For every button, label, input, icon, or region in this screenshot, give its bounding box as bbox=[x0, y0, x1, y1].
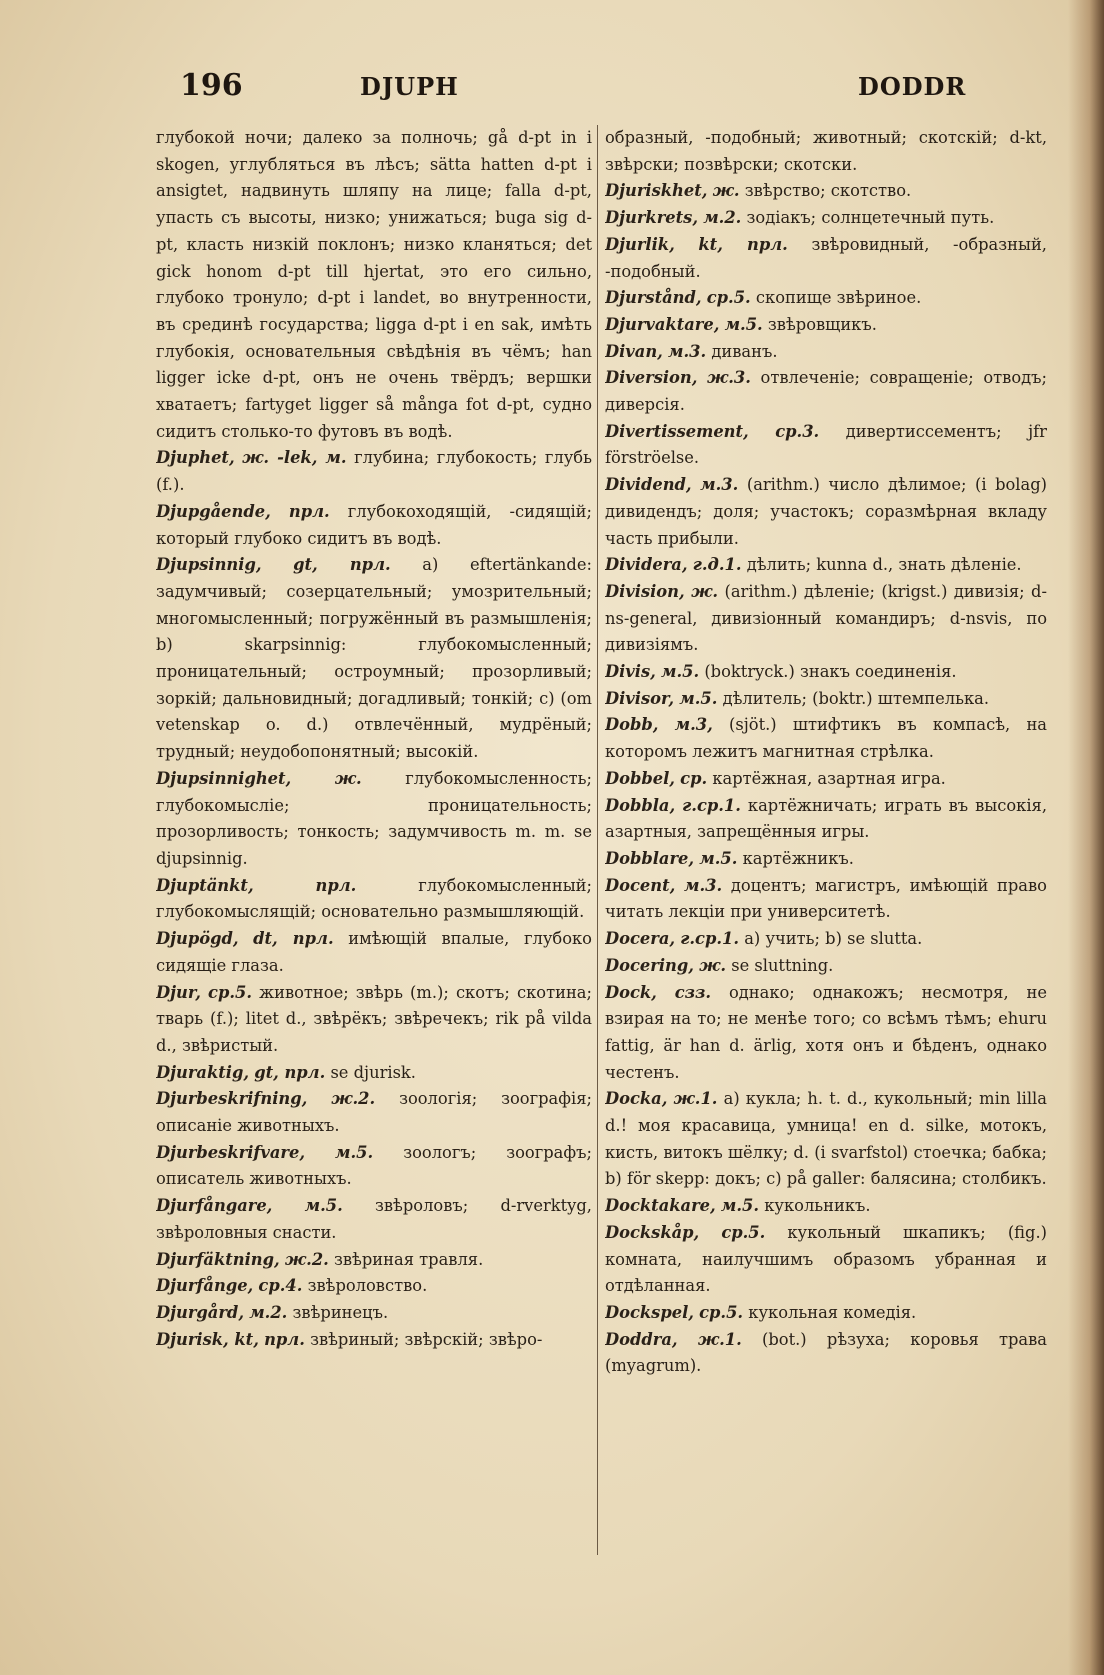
dictionary-entry bbox=[605, 766, 1047, 793]
entry-definition: зоологъ; зоографъ; описатель животныхъ. bbox=[156, 1142, 592, 1189]
entry-definition: глубокоходящій, -сидящій; который глубоко сидитъ въ водѣ. bbox=[156, 501, 592, 548]
entry-definition: дѣлитель; (boktr.) штемпелька. bbox=[722, 688, 989, 708]
entry-definition: звѣрство; скотство. bbox=[744, 181, 912, 201]
entry-definition: кукольникъ. bbox=[764, 1196, 871, 1216]
entry-grammar: м.5. bbox=[724, 314, 763, 334]
entry-definition: звѣроловъ; d-rverktyg, звѣроловныя снасти. bbox=[156, 1196, 592, 1242]
entry-grammar: ж.2. bbox=[284, 1249, 329, 1269]
entry-headword: Djurbeskrifvare, bbox=[156, 1142, 305, 1162]
dictionary-entry bbox=[605, 1300, 1047, 1327]
dictionary-entry bbox=[605, 472, 1047, 552]
entry-headword: Djurkrets, bbox=[605, 208, 698, 228]
dictionary-entry bbox=[156, 1273, 592, 1300]
entry-definition: глубокой ночи; далеко за полночь; gå d-pt in i skogen, углубляться въ лѣсъ; sätta hatten d-pt i ansigtet, надвинуть шляпу на лице; falla d-pt, упасть съ высоты, низко; унижаться; buga sig d-pt, класть низкій поклонъ; низко кланяться; det gick honom d-pt till hjertat, это его сильно, глубоко тронуло; d-pt i landet, во внутренности, въ срединѣ государства; ligga d-pt i en sak, имѣть глубокія, основательныя свѣдѣнія въ чёмъ; han ligger icke d-pt, онъ не очень твёрдъ; вершки хватаетъ; fartyget ligger så många fot d-pt, судно сидитъ столько-то футовъ въ водѣ. bbox=[156, 128, 592, 441]
entry-headword: Djurstånd, bbox=[605, 288, 702, 308]
entry-definition: (boktryck.) знакъ соединенія. bbox=[704, 662, 957, 682]
entry-definition: a) кукла; h. t. d., кукольный; min lilla d.! моя красавица, умница! en d. silke, мотокъ, кисть, витокъ шёлку; d. (i svarfstol) стоечка; бабка; b) för skepp: докъ; c) på galler: балясина; столбикъ. bbox=[605, 1089, 1047, 1189]
entry-definition: звѣриный; звѣрскій; звѣро- bbox=[310, 1329, 543, 1349]
entry-definition: зоологія; зоографія; описаніе животныхъ. bbox=[156, 1089, 592, 1136]
entry-headword: Divertissement, bbox=[605, 421, 749, 441]
dictionary-entry bbox=[605, 205, 1047, 232]
dictionary-entry bbox=[605, 793, 1047, 846]
entry-definition: дѣлить; kunna d., знать дѣленіе. bbox=[746, 555, 1022, 575]
dictionary-entry bbox=[605, 312, 1047, 339]
entry-headword: Djupgående, bbox=[156, 501, 271, 521]
entry-headword: Dockspel, bbox=[605, 1302, 694, 1322]
entry-definition: звѣровщикъ. bbox=[767, 314, 877, 334]
entry-definition: кукольный шкапикъ; (fig.) комната, наилучшимъ образомъ убранная и отдѣланная. bbox=[605, 1222, 1047, 1296]
entry-definition: образный, -подобный; животный; скотскій; d-kt, звѣрски; позвѣрски; скотски. bbox=[605, 128, 1047, 174]
entry-grammar: м.5. bbox=[679, 688, 718, 708]
entry-headword: Divis, bbox=[605, 662, 656, 682]
dictionary-entry bbox=[156, 445, 592, 498]
entry-grammar: м.5. bbox=[660, 662, 700, 682]
entry-headword: Djupögd, bbox=[156, 929, 239, 949]
entry-definition: животное; звѣрь (m.); скотъ; скотина; тварь (f.); litet d., звѣрёкъ; звѣречекъ; rik på vilda d., звѣристый. bbox=[156, 982, 592, 1055]
entry-headword: Djurbeskrifning, bbox=[156, 1089, 308, 1109]
dictionary-entry bbox=[605, 365, 1047, 418]
entry-headword: Docent, bbox=[605, 875, 676, 895]
entry-grammar: ср.5. bbox=[208, 982, 252, 1002]
entry-headword: Dividend, bbox=[605, 475, 692, 495]
dictionary-entry bbox=[156, 1086, 592, 1139]
entry-headword: Docka, bbox=[605, 1089, 668, 1109]
entry-headword: Djurfånge, bbox=[156, 1276, 254, 1296]
dictionary-entry bbox=[605, 953, 1047, 980]
entry-headword: Djurisk, kt, bbox=[156, 1329, 259, 1349]
entry-definition: диванъ. bbox=[711, 341, 778, 361]
dictionary-entry bbox=[156, 1327, 592, 1354]
dictionary-entry bbox=[605, 1327, 1047, 1380]
entry-grammar: ж. bbox=[334, 768, 362, 788]
entry-grammar: ж.3. bbox=[707, 368, 751, 388]
entry-grammar: м.5. bbox=[699, 848, 738, 868]
entry-headword: Dobbla, bbox=[605, 795, 676, 815]
entry-grammar: ср.3. bbox=[775, 421, 820, 441]
entry-definition: se djurisk. bbox=[330, 1062, 416, 1082]
page-header bbox=[170, 68, 1040, 112]
entry-headword: Djuraktig, bbox=[156, 1062, 250, 1082]
entry-headword: Diversion, bbox=[605, 368, 698, 388]
entry-definition: глубина; глубокость; глубь (f.). bbox=[156, 448, 592, 495]
dictionary-entry bbox=[156, 125, 592, 445]
entry-grammar: сзз. bbox=[674, 982, 712, 1002]
entry-headword: Division, bbox=[605, 581, 685, 601]
entry-grammar: ср. bbox=[680, 768, 708, 788]
entry-definition: звѣровидный, -образный, -подобный. bbox=[605, 234, 1047, 281]
dictionary-entry bbox=[156, 980, 592, 1060]
entry-definition: глубокомысленность; глубокомысліе; проницательность; прозорливость; тонкость; задумчивость m. m. se djupsinnig. bbox=[156, 768, 592, 868]
dictionary-entry bbox=[605, 659, 1047, 686]
entry-headword: Djur, bbox=[156, 982, 201, 1002]
entry-definition: звѣроловство. bbox=[307, 1276, 428, 1296]
entry-grammar: м.3. bbox=[700, 475, 739, 495]
dictionary-entry bbox=[156, 499, 592, 552]
dictionary-entry bbox=[605, 926, 1047, 953]
entry-headword: Dock, bbox=[605, 982, 657, 1002]
dictionary-entry bbox=[605, 1220, 1047, 1300]
dictionary-entry bbox=[605, 1086, 1047, 1193]
entry-definition: зодіакъ; солнцетечный путь. bbox=[746, 208, 995, 228]
entry-grammar: ср.5. bbox=[699, 1302, 744, 1322]
entry-grammar: м.2. bbox=[703, 208, 742, 228]
dictionary-entry bbox=[605, 980, 1047, 1087]
entry-headword: Djurvaktare, bbox=[605, 314, 720, 334]
dictionary-entry bbox=[156, 552, 592, 766]
entry-grammar: м.2. bbox=[249, 1302, 288, 1322]
entry-grammar: прл. bbox=[315, 875, 357, 895]
entry-grammar: г.д.1. bbox=[692, 555, 742, 575]
column-divider bbox=[597, 125, 598, 1555]
dictionary-entry bbox=[605, 686, 1047, 713]
dictionary-entry bbox=[156, 1140, 592, 1193]
dictionary-entry bbox=[605, 232, 1047, 285]
entry-grammar: м.3, bbox=[674, 715, 713, 735]
entry-grammar: gt, прл. bbox=[254, 1062, 326, 1082]
entry-grammar: ср.4. bbox=[258, 1276, 303, 1296]
entry-headword: Djuptänkt, bbox=[156, 875, 254, 895]
running-head-left: DJUPH bbox=[360, 72, 459, 101]
entry-headword: Docering, bbox=[605, 955, 694, 975]
entry-headword: Djuphet, bbox=[156, 448, 235, 468]
dictionary-entry bbox=[605, 339, 1047, 366]
entry-headword: Docera, bbox=[605, 929, 676, 949]
entry-definition: a) eftertänkande: задумчивый; созерцательный; умозрительный; многомысленный; погружённый въ размышленія; b) skarpsinnig: глубокомысленный; проницательный; остроумный; прозорливый; зоркій; дальновидный; догадливый; тонкій; c) (om vetenskap o. d.) отвлечённый, мудрёный; трудный; неудобопонятный; высокій. bbox=[156, 555, 592, 762]
entry-headword: Dobb, bbox=[605, 715, 659, 735]
dictionary-entry bbox=[605, 579, 1047, 659]
entry-grammar: ж.1. bbox=[697, 1329, 742, 1349]
entry-definition: кукольная комедія. bbox=[748, 1302, 917, 1322]
entry-definition: звѣринецъ. bbox=[292, 1302, 389, 1322]
dictionary-entry bbox=[605, 125, 1047, 178]
entry-grammar: м.3. bbox=[683, 875, 723, 895]
entry-headword: Docktakare, bbox=[605, 1196, 716, 1216]
entry-headword: Dividera, bbox=[605, 555, 688, 575]
entry-grammar: г.ср.1. bbox=[680, 929, 740, 949]
entry-headword: Djupsinnighet, bbox=[156, 768, 292, 788]
entry-definition: картёжничать; играть въ высокія, азартныя, запрещённыя игры. bbox=[605, 795, 1047, 842]
entry-headword: Djupsinnig, bbox=[156, 555, 262, 575]
entry-definition: (arithm.) число дѣлимое; (i bolag) дивидендъ; доля; участокъ; соразмѣрная вкладу часть прибыли. bbox=[605, 475, 1047, 548]
entry-headword: Doddra, bbox=[605, 1329, 678, 1349]
dictionary-entry bbox=[156, 873, 592, 926]
dictionary-entry bbox=[156, 1300, 592, 1327]
entry-definition: (sjöt.) штифтикъ въ компасѣ, на которомъ лежитъ магнитная стрѣлка. bbox=[605, 715, 1047, 762]
entry-headword: Djurfångare, bbox=[156, 1196, 273, 1216]
entry-grammar: ср.5. bbox=[721, 1222, 766, 1242]
dictionary-entry bbox=[156, 1247, 592, 1274]
dictionary-entry bbox=[156, 1060, 592, 1087]
entry-headword: Djurlik, bbox=[605, 234, 675, 254]
dictionary-entry bbox=[605, 873, 1047, 926]
dictionary-entry bbox=[605, 178, 1047, 205]
entry-headword: Dobbel, bbox=[605, 768, 675, 788]
dictionary-entry bbox=[156, 766, 592, 873]
entry-grammar: dt, прл. bbox=[253, 929, 334, 949]
dictionary-entry bbox=[605, 1193, 1047, 1220]
entry-headword: Djuriskhet, bbox=[605, 181, 708, 201]
entry-definition: имѣющій впалые, глубоко сидящіе глаза. bbox=[156, 929, 592, 975]
right-column bbox=[605, 125, 1047, 1655]
dictionary-entry bbox=[156, 926, 592, 979]
entry-headword: Divan, bbox=[605, 341, 663, 361]
entry-grammar: ср.5. bbox=[706, 288, 751, 308]
entry-grammar: ж.1. bbox=[673, 1089, 718, 1109]
dictionary-entry bbox=[605, 285, 1047, 312]
entry-definition: однако; однакожъ; несмотря, не взирая на то; не менѣе того; со всѣмъ тѣмъ; ehuru fattig, är han d. ärlig, хотя онъ и бѣденъ, однако честенъ. bbox=[605, 982, 1047, 1082]
entry-definition: (arithm.) дѣленіе; (krigst.) дивизія; d-ns-general, дивизіонный командиръ; d-nsvis, по дивизіямъ. bbox=[605, 581, 1047, 655]
entry-headword: Divisor, bbox=[605, 688, 675, 708]
page-edge-shadow bbox=[1068, 0, 1104, 1675]
entry-grammar: ж. bbox=[712, 181, 740, 201]
entry-grammar: gt, прл. bbox=[293, 555, 391, 575]
running-head-right: DODDR bbox=[858, 72, 967, 101]
entry-grammar: м.3. bbox=[668, 341, 707, 361]
dictionary-entry bbox=[605, 846, 1047, 873]
entry-definition: доцентъ; магистръ, имѣющій право читать лекціи при университетѣ. bbox=[605, 875, 1047, 922]
entry-headword: Dockskåp, bbox=[605, 1222, 700, 1242]
entry-grammar: ж. bbox=[691, 581, 719, 601]
entry-definition: картёжная, азартная игра. bbox=[712, 768, 946, 788]
entry-grammar: м.5. bbox=[720, 1196, 760, 1216]
entry-grammar: прл. bbox=[264, 1329, 305, 1349]
entry-grammar: г.ср.1. bbox=[682, 795, 741, 815]
entry-definition: a) учить; b) se slutta. bbox=[744, 929, 923, 949]
entry-headword: Djurgård, bbox=[156, 1302, 244, 1322]
entry-grammar: м.5. bbox=[335, 1142, 374, 1162]
entry-definition: se sluttning. bbox=[731, 955, 834, 975]
entry-definition: дивертиссементъ; jfr förströelse. bbox=[605, 421, 1047, 468]
entry-grammar: ж. bbox=[699, 955, 727, 975]
entry-definition: глубокомысленный; глубокомыслящій; основательно размышляющій. bbox=[156, 875, 592, 922]
entry-headword: Djurfäktning, bbox=[156, 1249, 280, 1269]
dictionary-entry bbox=[156, 1193, 592, 1246]
left-column bbox=[156, 125, 592, 1655]
page-number: 196 bbox=[180, 68, 243, 103]
entry-definition: звѣриная травля. bbox=[334, 1249, 484, 1269]
dictionary-entry bbox=[605, 419, 1047, 472]
entry-headword: Dobblare, bbox=[605, 848, 695, 868]
entry-definition: (bot.) рѣзуха; коровья трава (myagrum). bbox=[605, 1329, 1047, 1376]
entry-grammar: ж.2. bbox=[331, 1089, 376, 1109]
entry-definition: отвлеченіе; совращеніе; отводъ; диверсія. bbox=[605, 368, 1047, 415]
dictionary-entry bbox=[605, 552, 1047, 579]
entry-grammar: ж. -lek, м. bbox=[242, 448, 347, 468]
entry-definition: скопище звѣриное. bbox=[755, 288, 922, 308]
entry-definition: картёжникъ. bbox=[742, 848, 854, 868]
entry-grammar: kt, прл. bbox=[698, 234, 788, 254]
entry-grammar: прл. bbox=[288, 501, 330, 521]
entry-grammar: м.5. bbox=[304, 1196, 343, 1216]
dictionary-entry bbox=[605, 712, 1047, 765]
